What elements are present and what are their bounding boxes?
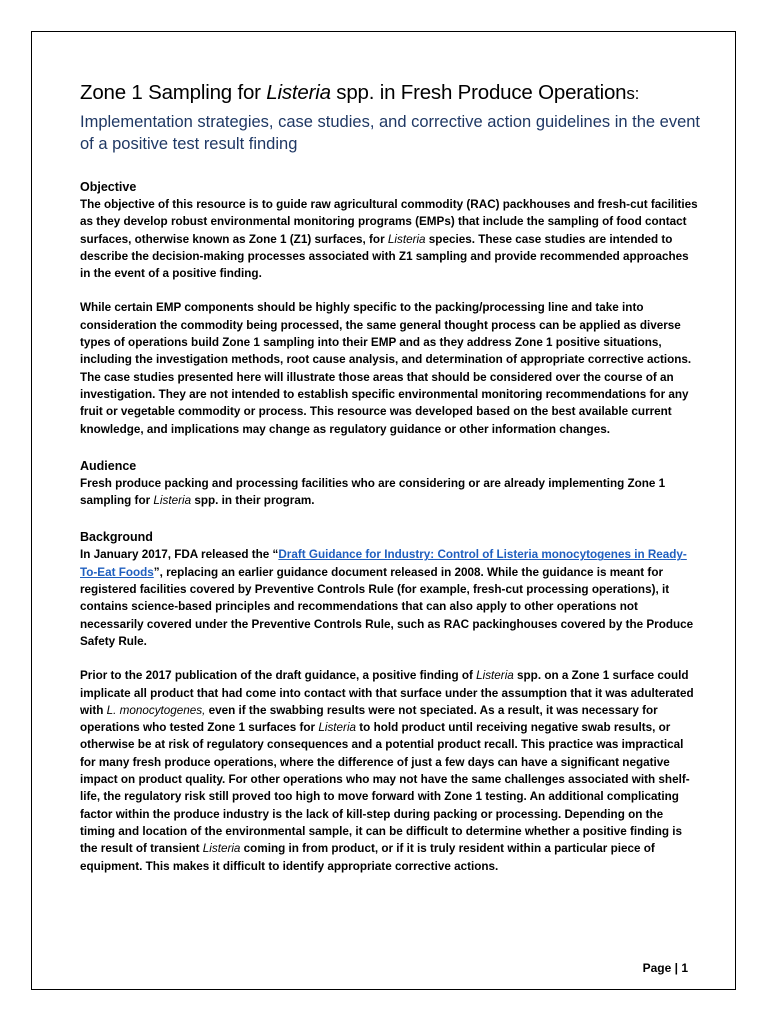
italic-run: Listeria (153, 494, 192, 508)
page-title (80, 80, 700, 107)
text-run: In January 2017, FDA released the “ (80, 548, 279, 562)
objective-heading: Objective (80, 180, 137, 194)
text-run: spp. on a Zone 1 surface could implicate all product that had come into contact with that surface under the assumption that it was adulterated with (80, 669, 694, 717)
objective-paragraph-1 (80, 196, 700, 282)
text-run: ”, replacing an earlier guidance document released in 2008. While the guidance is meant for registered facilities covered by Preventive Controls Rule (for example, fresh-cut processing operations), it contains science-based principles and recommendations that can also apply to other operations not necessarily covered under the Preventive Controls Rule, such as RAC packinghouses covered by the Produce Safety Rule. (80, 565, 694, 648)
document-body (80, 80, 700, 875)
objective-paragraph-2: While certain EMP components should be highly specific to the packing/processing line and take into consideration the commodity being processed, the same general thought process can be applied as diverse types of operations build Zone 1 sampling into their EMP and as they address Zone 1 positive situations, including the investigation methods, root cause analysis, and determination of appropriate corrective actions. The case studies presented here will illustrate those areas that should be considered over the course of an investigation. They are not intended to establish specific environmental monitoring recommendations for any fruit or vegetable commodity or process. This resource was developed based on the best available current knowledge, and implications may change as regulatory guidance or other information changes. (80, 301, 692, 436)
title-text-3: s: (626, 84, 640, 103)
text-run: even if the swabbing results were not speciated. As a result, it was necessary for operations who tested Zone 1 surfaces for (80, 703, 658, 735)
text-run: species. These case studies are intended to describe the decision-making processes associated with Z1 sampling and provide recommended approaches in the event of a positive finding. (80, 232, 689, 281)
audience-section (80, 458, 700, 510)
background-paragraph-2 (80, 667, 700, 875)
text-run: The objective of this resource is to guide raw agricultural commodity (RAC) packhouses and fresh-cut facilities as they develop robust environmental monitoring programs (EMPs) that include the sampling of food contact surfaces, otherwise known as Zone 1 (Z1) surfaces, for (80, 198, 698, 246)
italic-run: Listeria (318, 721, 357, 735)
title-text-1: Zone 1 Sampling for (80, 81, 267, 104)
page-number: Page | 1 (642, 961, 688, 975)
audience-heading: Audience (80, 458, 137, 473)
background-heading: Background (80, 530, 153, 545)
draft-guidance-link[interactable]: Draft Guidance for Industry: Control of Listeria monocytogenes in Ready-To-Eat Foods (80, 548, 687, 579)
italic-run: Listeria (476, 669, 514, 683)
background-section (80, 529, 700, 874)
italic-run: Listeria (202, 842, 241, 856)
background-paragraph-1 (80, 546, 700, 650)
page-subtitle: Implementation strategies, case studies, and corrective action guidelines in the event of a positive test result finding (80, 113, 701, 153)
text-run: Prior to the 2017 publication of the draft guidance, a positive finding of (80, 669, 477, 683)
text-run: coming in from product, or if it is truly resident within a particular piece of equipment. This makes it difficult to identify appropriate corrective actions. (80, 842, 655, 873)
italic-run: Listeria (387, 232, 426, 246)
italic-run: L. monocytogenes, (106, 703, 206, 717)
text-run: to hold product until receiving negative swab results, or otherwise be at risk of regulatory consequences and a potential product recall. This practice was impractical for many fresh produce operations, where the difference of just a few days can have a significant negative impact on product quality. For other operations who may not have the same challenges associated with shelf-life, the regulatory risk still proved too high to move forward with Zone 1 testing. An additional complicating factor within the produce industry is the lack of kill-step during packing or processing. Depending on the timing and location of the environmental sample, it can be difficult to determine whether a positive finding is the result of transient (80, 721, 690, 856)
text-run: Fresh produce packing and processing facilities who are considering or are already implementing Zone 1 sampling for (80, 476, 666, 508)
title-italic-listeria: Listeria (266, 81, 331, 104)
audience-paragraph (80, 475, 700, 510)
title-text-2: spp. in Fresh Produce Operation (330, 81, 627, 104)
objective-section (80, 179, 700, 438)
text-run: spp. in their program. (191, 494, 315, 508)
